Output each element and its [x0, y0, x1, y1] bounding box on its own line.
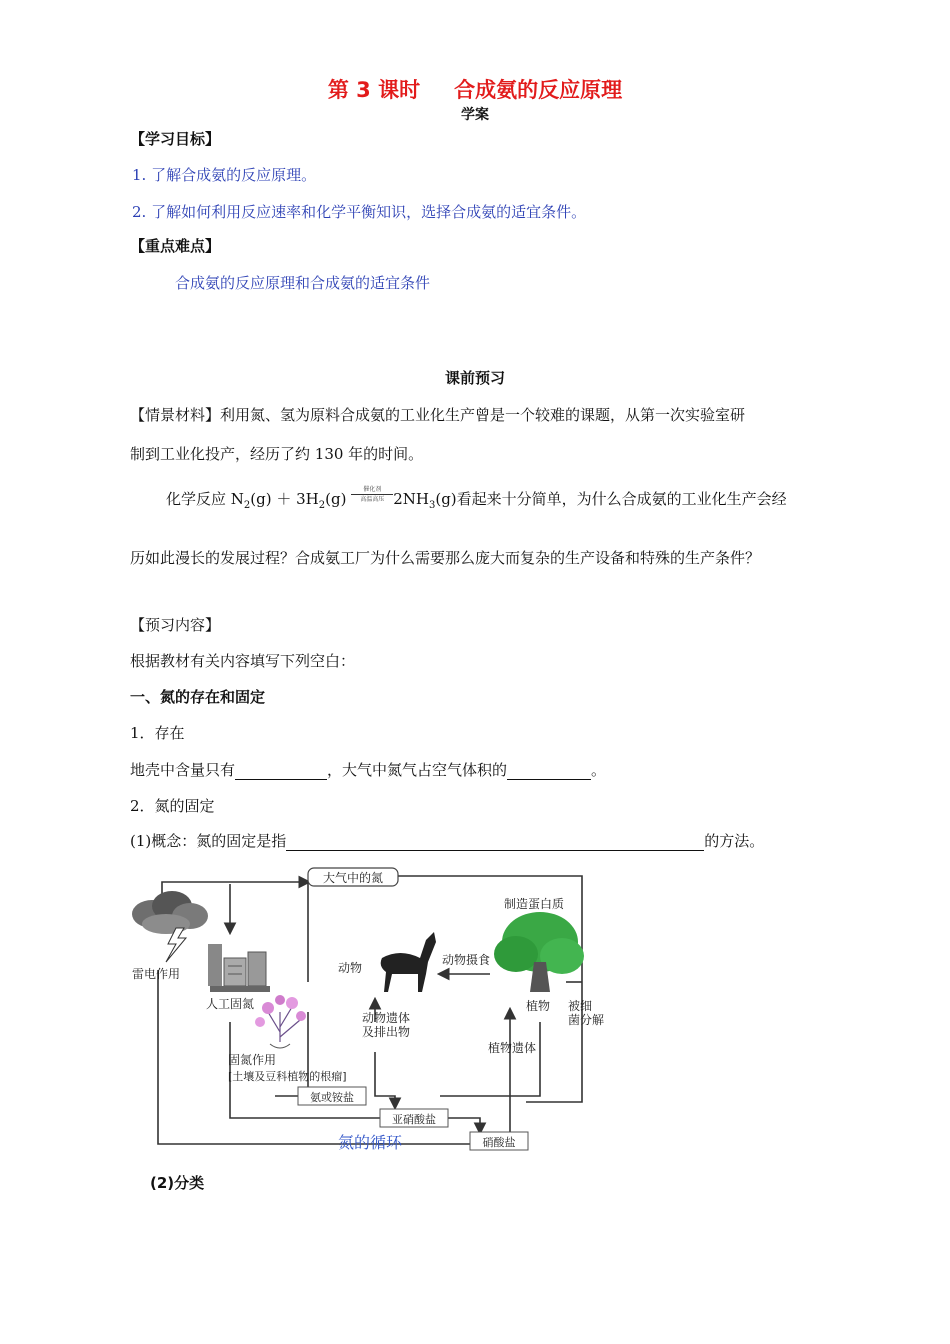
reaction-h2: (g) ＋ 3H [250, 490, 319, 508]
label-fixation: 固氮作用 [228, 1053, 277, 1067]
existence-end: 。 [591, 761, 607, 779]
nh3-subscript: 3 [428, 500, 436, 511]
tree-icon [494, 912, 584, 992]
blank-air[interactable] [507, 764, 591, 780]
content-heading: 【预习内容】 [130, 616, 221, 634]
preview-heading: 课前预习 [444, 369, 505, 387]
classify-heading: (2)分类 [150, 1174, 205, 1192]
goal-2: 2. 了解如何利用反应速率和化学平衡知识，选择合成氨的适宜条件。 [132, 203, 587, 221]
line-plant-remains [440, 1022, 540, 1096]
line-remains-down [375, 1052, 378, 1096]
cloud-lightning-icon [132, 891, 208, 962]
label-animal: 动物 [338, 961, 363, 975]
concept-label: (1)概念：氮的固定是指 [130, 832, 287, 850]
existence-line [130, 759, 606, 780]
label-decompose-2: 菌分解 [568, 1013, 605, 1027]
existence-crust: 地壳中含量只有 [130, 761, 236, 779]
item-2: 2．氮的固定 [130, 797, 215, 815]
label-animal-remains-1: 动物遗体 [362, 1011, 411, 1025]
existence-air: ，大气中氮气占空气体积的 [327, 761, 508, 779]
blank-crust[interactable] [235, 764, 327, 780]
title-topic: 合成氨的反应原理 [454, 78, 623, 102]
label-nitrite: 亚硝酸盐 [392, 1113, 436, 1126]
concept-line [130, 830, 764, 851]
reaction-nh3: 2NH [393, 490, 429, 508]
label-plant-remains: 植物遗体 [488, 1041, 537, 1055]
h2-subscript: 2 [318, 500, 326, 511]
instruction: 根据教材有关内容填写下列空白： [130, 652, 356, 670]
label-protein: 制造蛋白质 [504, 897, 565, 911]
nitrogen-cycle-figure [130, 862, 605, 1152]
n2-subscript: 2 [243, 500, 251, 511]
arrow-conditions: 高温高压 [360, 495, 385, 503]
key-text: 合成氨的反应原理和合成氨的适宜条件 [175, 274, 431, 292]
arrow-catalyst: 催化剂 [363, 485, 382, 493]
key-heading: 【重点难点】 [130, 237, 221, 255]
reaction-prefix: 化学反应 N [166, 490, 244, 508]
title-lesson: 第 3 课时 [327, 78, 421, 102]
reaction-arrow [351, 486, 393, 503]
item-1: 1．存在 [130, 724, 185, 742]
scene-line-2: 制到工业化投产，经历了约 130 年的时间。 [130, 445, 424, 463]
reaction-g2: (g) [325, 490, 347, 508]
page-title [0, 74, 950, 104]
label-lightning: 雷电作用 [132, 967, 181, 981]
legume-plant-icon [255, 995, 306, 1048]
scene-line-4: 历如此漫长的发展过程？合成氨工厂为什么需要那么庞大而复杂的生产设备和特殊的生产条件？ [130, 549, 761, 567]
subtitle: 学案 [461, 107, 489, 123]
section-1-heading: 一、氮的存在和固定 [130, 688, 266, 706]
reaction-line [166, 485, 787, 511]
figure-caption: 氮的循环 [337, 1133, 403, 1152]
label-decompose-1: 被细 [568, 999, 593, 1013]
label-atm: 大气中的氮 [322, 871, 384, 885]
label-animal-remains-2: 及排出物 [362, 1025, 411, 1039]
label-plant: 植物 [526, 999, 551, 1013]
goal-1: 1. 了解合成氨的反应原理。 [132, 166, 317, 184]
arrow-ammonia-to-nitrite [378, 1096, 395, 1107]
label-fixation-detail: [土壤及豆科植物的根瘤] [228, 1070, 347, 1083]
blank-concept[interactable] [286, 835, 704, 851]
goals-heading: 【学习目标】 [130, 130, 221, 148]
label-ammonia: 氨或铵盐 [310, 1091, 354, 1104]
factory-icon [208, 944, 270, 992]
scene-line-1: 【情景材料】利用氮、氢为原料合成氨的工业化生产曾是一个较难的课题，从第一次实验室研 [130, 406, 746, 424]
label-nitrate: 硝酸盐 [482, 1136, 516, 1149]
horse-icon [381, 932, 436, 992]
label-eat: 动物摄食 [442, 953, 491, 967]
reaction-suffix: (g)看起来十分简单，为什么合成氨的工业化生产会经 [435, 490, 787, 508]
concept-end: 的方法。 [704, 832, 765, 850]
label-artificial: 人工固氮 [206, 997, 255, 1011]
